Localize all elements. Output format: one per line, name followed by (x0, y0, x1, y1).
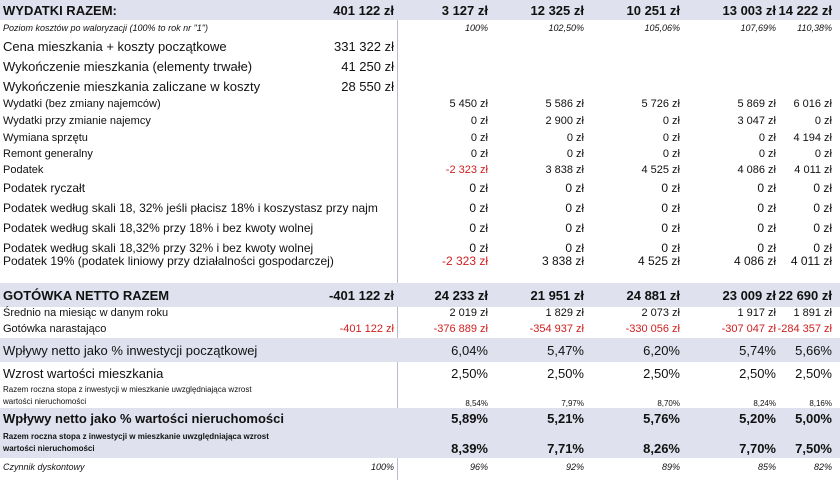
year-4-value: 5,20% (739, 410, 776, 426)
year-5-value: 2,50% (795, 365, 832, 381)
year-4-value: 3 047 zł (737, 115, 776, 127)
initial-value: 100% (370, 462, 394, 472)
row-label: Wydatki (bez zmiany najemców) (3, 98, 161, 110)
row-wplywy-wartosc[interactable] (0, 408, 840, 428)
year-4-value: 0 zł (757, 221, 776, 235)
row-label (3, 384, 403, 408)
row-poziom-kosztow[interactable] (0, 20, 840, 36)
year-4-value: -307 047 zł (721, 323, 776, 335)
row-srednio-miesiac[interactable] (0, 305, 840, 321)
year-3-value: 0 zł (661, 221, 680, 235)
year-4-value: 13 003 zł (722, 2, 776, 18)
year-2-value: 102,50% (548, 23, 584, 33)
row-label: Podatek 19% (podatek liniowy przy działalności gospodarczej) (3, 254, 334, 268)
year-2-value: 0 zł (566, 148, 584, 160)
row-label: Podatek według skali 18, 32% jeśli płacisz 18% i koszystasz przy najm (3, 201, 378, 215)
year-4-value: 23 009 zł (722, 287, 776, 303)
row-cena-mieszkania[interactable] (0, 36, 840, 56)
row-label: Wzrost wartości mieszkania (3, 365, 164, 381)
year-1-value: -376 889 zł (433, 323, 488, 335)
year-1-value: 5,89% (451, 410, 488, 426)
year-4-value: 5,74% (739, 342, 776, 358)
year-1-value: 0 zł (469, 221, 488, 235)
year-5-value: -284 357 zł (777, 323, 832, 335)
year-3-value: 4 525 zł (641, 164, 680, 176)
row-podatek[interactable] (0, 162, 840, 178)
year-2-value: 21 951 zł (530, 287, 584, 303)
year-2-value: 92% (565, 462, 584, 472)
year-2-value: 2,50% (547, 365, 584, 381)
year-3-value: 0 zł (662, 148, 680, 160)
year-5-value: 0 zł (813, 241, 832, 255)
year-3-value: 105,06% (644, 23, 680, 33)
year-1-value: 6,04% (451, 342, 488, 358)
year-4-value: 1 917 zł (737, 307, 776, 319)
row-podatek-ryczalt[interactable] (0, 178, 840, 198)
year-4-value: 85% (757, 462, 776, 472)
row-wydatki-zmiana-najemcy[interactable] (0, 112, 840, 130)
year-3-value: 8,26% (643, 441, 680, 456)
row-wydatki[interactable] (0, 96, 840, 112)
row-label: GOTÓWKA NETTO RAZEM (3, 287, 170, 303)
year-1-value: 96% (469, 462, 488, 472)
row-label: Podatek według skali 18,32% przy 18% i bez kwoty wolnej (3, 221, 314, 235)
year-2-value: 5,21% (547, 410, 584, 426)
year-1-value: 3 127 zł (441, 2, 488, 18)
year-5-value: 0 zł (813, 181, 832, 195)
year-1-value: 0 zł (470, 148, 488, 160)
year-1-value: -2 323 zł (445, 164, 488, 176)
row-label: Podatek (3, 164, 44, 176)
row-label-line-1: Razem roczna stopa z inwestycji w mieszkanie uwzględniająca wzrost (3, 432, 269, 442)
year-4-value: 107,69% (740, 23, 776, 33)
row-label: Podatek ryczałt (3, 181, 86, 195)
year-4-value: 0 zł (758, 148, 776, 160)
year-4-value: 0 zł (757, 201, 776, 215)
row-label: Cena mieszkania + koszty początkowe (3, 38, 227, 54)
row-wplywy-inwestycja[interactable] (0, 338, 840, 362)
year-2-value: 5,47% (547, 342, 584, 358)
year-3-value: 2,50% (643, 365, 680, 381)
year-2-value: 3 838 zł (545, 164, 584, 176)
year-3-value: 0 zł (662, 132, 680, 144)
row-wymiana-sprzetu[interactable] (0, 130, 840, 146)
row-label: Wpływy netto jako % wartości nieruchomości (3, 410, 285, 426)
year-4-value: 5 869 zł (737, 98, 776, 110)
row-label: Gotówka narastająco (3, 323, 107, 335)
year-2-value: 7,71% (547, 441, 584, 456)
row-label: Wykończenie mieszkania zaliczane w koszty (3, 78, 261, 94)
row-wykonczenie-trwale[interactable] (0, 56, 840, 76)
year-3-value: 2 073 zł (641, 307, 680, 319)
year-4-value: 4 086 zł (733, 254, 776, 268)
year-1-value: 2,50% (451, 365, 488, 381)
initial-value: 28 550 zł (341, 78, 394, 94)
year-1-value: -2 323 zł (441, 254, 488, 268)
year-1-value: 24 233 zł (434, 287, 488, 303)
year-3-value: 0 zł (661, 241, 680, 255)
year-1-value: 0 zł (470, 115, 488, 127)
year-2-value: -354 937 zł (529, 323, 584, 335)
year-4-value: 0 zł (757, 181, 776, 195)
row-wydatki-razem[interactable] (0, 0, 840, 20)
year-4-value: 4 086 zł (737, 164, 776, 176)
year-1-value: 8,39% (451, 441, 488, 456)
row-podatek-liniowy[interactable] (0, 250, 840, 272)
year-1-value: 5 450 zł (449, 98, 488, 110)
year-5-value: 0 zł (814, 148, 832, 160)
row-label (3, 428, 403, 458)
row-podatek-skala-1[interactable] (0, 198, 840, 218)
row-wzrost-wartosci[interactable] (0, 362, 840, 384)
row-label: WYDATKI RAZEM: (3, 2, 117, 18)
year-3-value: 0 zł (661, 201, 680, 215)
year-1-value: 8,54% (465, 399, 488, 408)
year-4-value: 0 zł (757, 241, 776, 255)
row-gotowka-narastajaco[interactable] (0, 321, 840, 337)
year-1-value: 2 019 zł (449, 307, 488, 319)
year-5-value: 8,16% (809, 399, 832, 408)
year-5-value: 0 zł (814, 115, 832, 127)
initial-value: -401 122 zł (339, 323, 394, 335)
row-label: Średnio na miesiąc w danym roku (3, 307, 169, 319)
row-label: Czynnik dyskontowy (3, 462, 85, 472)
row-label: Podatek według skali 18,32% przy 32% i bez kwoty wolnej (3, 241, 314, 255)
initial-value: 41 250 zł (341, 58, 394, 74)
year-2-value: 0 zł (565, 241, 584, 255)
row-czynnik-dyskontowy[interactable] (0, 458, 840, 476)
year-3-value: 0 zł (661, 181, 680, 195)
year-5-value: 6 016 zł (793, 98, 832, 110)
year-2-value: 1 829 zł (545, 307, 584, 319)
year-4-value: 2,50% (739, 365, 776, 381)
row-label: Wykończenie mieszkania (elementy trwałe) (3, 58, 253, 74)
year-1-value: 0 zł (469, 201, 488, 215)
year-5-value: 1 891 zł (793, 307, 832, 319)
row-stopa-zwrotu-1[interactable] (0, 384, 840, 408)
year-3-value: 4 525 zł (637, 254, 680, 268)
year-3-value: 6,20% (643, 342, 680, 358)
year-5-value: 7,50% (795, 441, 832, 456)
row-label-line-1: Razem roczna stopa z inwestycji w mieszkanie uwzględniająca wzrost (3, 385, 252, 395)
year-5-value: 22 690 zł (778, 287, 832, 303)
year-3-value: 0 zł (662, 115, 680, 127)
row-label: Poziom kosztów po waloryzacji (100% to rok nr "1") (3, 23, 208, 33)
row-label: Remont generalny (3, 148, 93, 160)
year-5-value: 4 194 zł (793, 132, 832, 144)
year-5-value: 82% (813, 462, 832, 472)
row-label: Wpływy netto jako % inwestycji początkowej (3, 342, 258, 358)
row-label-line-2: wartości nieruchomości (3, 397, 87, 406)
year-1-value: 0 zł (469, 241, 488, 255)
initial-value: 331 322 zł (334, 38, 394, 54)
year-2-value: 12 325 zł (530, 2, 584, 18)
year-5-value: 4 011 zł (790, 254, 832, 268)
year-5-value: 5,66% (795, 342, 832, 358)
row-label-line-2: wartości nieruchomości (3, 444, 95, 453)
year-1-value: 0 zł (469, 181, 488, 195)
row-stopa-zwrotu-2[interactable] (0, 428, 840, 458)
year-2-value: 0 zł (566, 132, 584, 144)
year-5-value: 110,38% (797, 23, 832, 33)
year-3-value: 5 726 zł (641, 98, 680, 110)
row-wykonczenie-koszty[interactable] (0, 76, 840, 96)
year-5-value: 5,00% (795, 410, 832, 426)
row-remont-generalny[interactable] (0, 146, 840, 162)
year-2-value: 5 586 zł (545, 98, 584, 110)
year-4-value: 8,24% (753, 399, 776, 408)
year-2-value: 7,97% (561, 399, 584, 408)
year-3-value: 24 881 zł (626, 287, 680, 303)
year-5-value: 14 222 zł (778, 2, 832, 18)
year-5-value: 4 011 zł (794, 164, 832, 176)
year-3-value: 5,76% (643, 410, 680, 426)
year-5-value: 0 zł (813, 221, 832, 235)
year-1-value: 0 zł (470, 132, 488, 144)
initial-value: -401 122 zł (328, 287, 394, 303)
row-podatek-skala-2[interactable] (0, 218, 840, 238)
year-2-value: 3 838 zł (541, 254, 584, 268)
year-1-value: 100% (464, 23, 488, 33)
row-label: Wydatki przy zmianie najemcy (3, 115, 151, 127)
year-4-value: 7,70% (739, 441, 776, 456)
year-3-value: 89% (661, 462, 680, 472)
initial-value: 401 122 zł (333, 2, 394, 18)
year-2-value: 0 zł (565, 201, 584, 215)
year-3-value: -330 056 zł (625, 323, 680, 335)
row-gotowka-netto[interactable] (0, 283, 840, 307)
year-2-value: 0 zł (565, 181, 584, 195)
row-label: Wymiana sprzętu (3, 132, 88, 144)
year-5-value: 0 zł (813, 201, 832, 215)
year-4-value: 0 zł (758, 132, 776, 144)
year-2-value: 2 900 zł (545, 115, 584, 127)
year-3-value: 8,70% (657, 399, 680, 408)
year-3-value: 10 251 zł (626, 2, 680, 18)
year-2-value: 0 zł (565, 221, 584, 235)
